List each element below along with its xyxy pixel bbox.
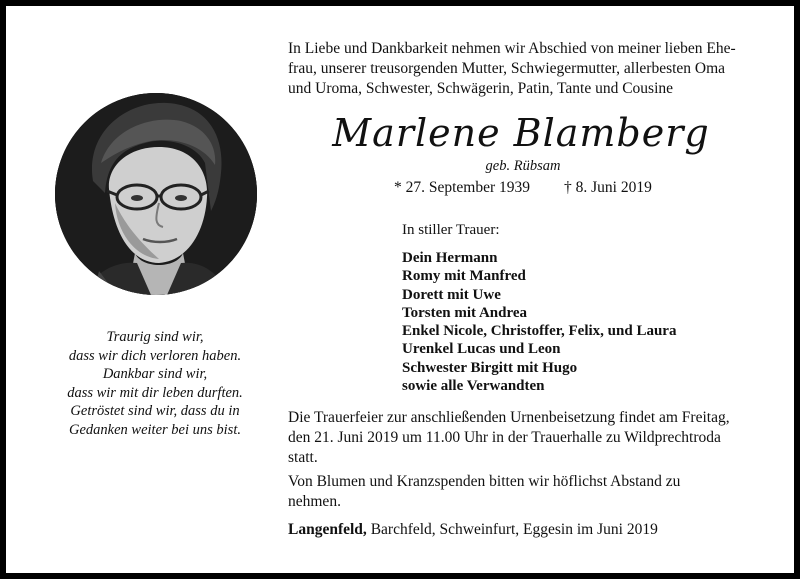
mourning-label: In stiller Trauer: bbox=[402, 222, 500, 238]
intro-text bbox=[288, 39, 778, 99]
mourner-entry: Schwester Birgitt mit Hugo bbox=[402, 359, 578, 376]
death-date: † 8. Juni 2019 bbox=[564, 179, 652, 196]
birth-date: * 27. September 1939 bbox=[394, 179, 531, 196]
mourner-entry: sowie alle Verwandten bbox=[402, 378, 545, 395]
maiden-name: geb. Rübsam bbox=[485, 158, 561, 174]
ceremony-info bbox=[288, 408, 778, 468]
mourner-entry: Enkel Nicole, Christoffer, Felix, und Laura bbox=[402, 323, 677, 340]
poem-line: dass wir mit dir leben durften. bbox=[67, 384, 243, 401]
mourner-entry: Dorett mit Uwe bbox=[402, 286, 501, 303]
poem bbox=[26, 328, 284, 439]
mourner-entry: Urenkel Lucas und Leon bbox=[402, 341, 561, 358]
flowers-note bbox=[288, 472, 778, 512]
flowers-line: nehmen. bbox=[288, 493, 341, 510]
place-primary: Langenfeld, bbox=[288, 521, 367, 538]
poem-line: Dankbar sind wir, bbox=[102, 366, 208, 382]
ceremony-line: den 21. Juni 2019 um 11.00 Uhr in der Trauerhalle zu Wildprechtroda bbox=[288, 429, 721, 446]
poem-line: Getröstet sind wir, dass du in bbox=[70, 403, 240, 419]
mourner-entry: Dein Hermann bbox=[402, 250, 498, 266]
poem-line: dass wir dich verloren haben. bbox=[68, 347, 242, 364]
obituary-card bbox=[6, 6, 794, 573]
poem-line: Gedanken weiter bei uns bist. bbox=[69, 421, 241, 438]
intro-line: frau, unserer treusorgenden Mutter, Schwiegermutter, allerbesten Oma bbox=[288, 60, 726, 77]
deceased-name: Marlene Blamberg bbox=[332, 111, 710, 155]
ceremony-line: statt. bbox=[288, 449, 318, 466]
flowers-line: Von Blumen und Kranzspenden bitten wir höflichst Abstand zu bbox=[288, 473, 681, 490]
portrait-photo bbox=[55, 93, 257, 295]
mourner-entry: Torsten mit Andrea bbox=[402, 304, 528, 321]
mourners-list bbox=[402, 249, 676, 395]
mourner-entry: Romy mit Manfred bbox=[402, 268, 526, 285]
ceremony-line: Die Trauerfeier zur anschließenden Urnenbeisetzung findet am Freitag, bbox=[288, 409, 730, 426]
life-dates bbox=[394, 179, 754, 197]
poem-line: Traurig sind wir, bbox=[106, 329, 204, 345]
intro-line: und Uroma, Schwester, Schwägerin, Patin, Tante und Cousine bbox=[288, 80, 674, 97]
intro-line: In Liebe und Dankbarkeit nehmen wir Abschied von meiner lieben Ehe- bbox=[288, 40, 736, 57]
place-rest: Barchfeld, Schweinfurt, Eggesin im Juni 2019 bbox=[366, 521, 658, 538]
places-line bbox=[288, 521, 658, 539]
